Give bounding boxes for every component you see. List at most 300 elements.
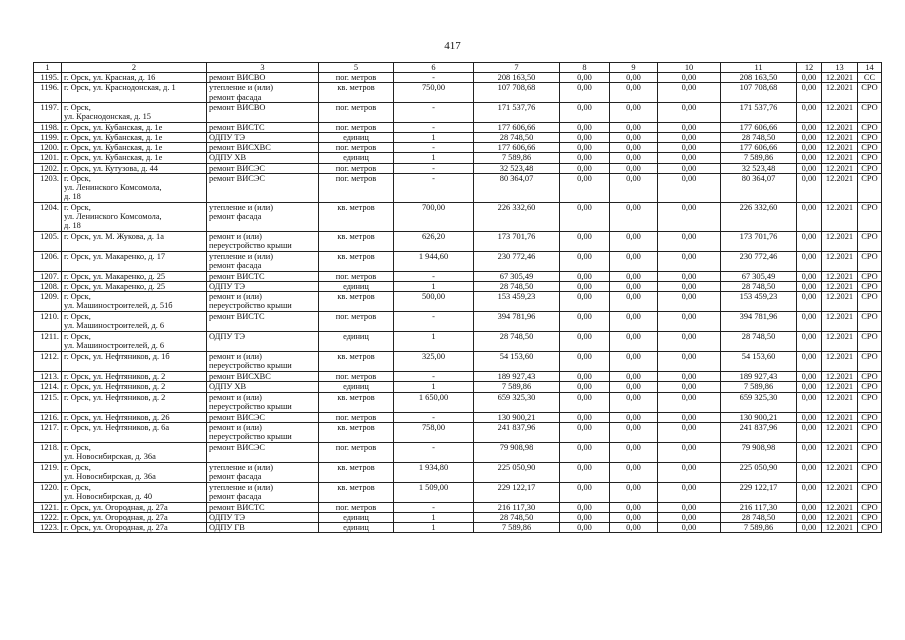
row-number-cell: 1197. <box>34 102 62 122</box>
table-row <box>34 372 882 382</box>
cost-cell: 0,00 <box>797 442 822 462</box>
cost-cell: 0,00 <box>610 163 658 173</box>
work-type-line: ОДПУ ТЭ <box>209 133 246 143</box>
cost-cell: 0,00 <box>797 122 822 132</box>
row-number-cell: 1198. <box>34 122 62 132</box>
work-type-cell <box>207 292 319 312</box>
address-line: д. 18 <box>64 192 81 202</box>
row-number-cell: 1201. <box>34 153 62 163</box>
volume-cell: - <box>394 412 474 422</box>
cost-cell: 0,00 <box>610 173 658 202</box>
total-cost-cell: 153 459,23 <box>474 292 560 312</box>
cost-cell: 0,00 <box>610 392 658 412</box>
address-cell <box>62 392 207 412</box>
volume-cell: - <box>394 312 474 332</box>
completion-date-cell: 12.2021 <box>822 292 858 312</box>
column-number: 9 <box>610 63 658 73</box>
total-cost-cell: 226 332,60 <box>474 202 560 231</box>
cost-cell: 0,00 <box>610 502 658 512</box>
total-cost-cell: 241 837,96 <box>474 422 560 442</box>
completion-date-cell: 12.2021 <box>822 73 858 83</box>
address-line: г. Орск, ул. Кубанская, д. 1е <box>64 153 163 163</box>
address-line: г. Орск, ул. Кубанская, д. 1е <box>64 143 163 153</box>
cost-cell: 0,00 <box>658 73 721 83</box>
cost-cell: 0,00 <box>560 122 610 132</box>
cost-cell: 0,00 <box>610 412 658 422</box>
work-type-line: ремонт ВИСТС <box>209 502 265 512</box>
address-cell <box>62 83 207 102</box>
cost-cell: 0,00 <box>658 312 721 332</box>
row-number-cell: 1202. <box>34 163 62 173</box>
cost-cell: 0,00 <box>658 202 721 231</box>
table-row <box>34 502 882 512</box>
cost-cell: 0,00 <box>610 482 658 502</box>
completion-date-cell: 12.2021 <box>822 312 858 332</box>
funding-source-cell: СРО <box>858 153 882 163</box>
address-cell <box>62 372 207 382</box>
total-cost-cell: 28 748,50 <box>474 282 560 292</box>
work-type-line: ремонт фасада <box>209 92 262 102</box>
address-line: г. Орск, <box>64 482 91 492</box>
unit-cell: единиц <box>319 523 394 533</box>
cost-cell: 0,00 <box>658 271 721 281</box>
fund-cost-cell: 216 117,30 <box>721 502 797 512</box>
work-type-cell <box>207 422 319 442</box>
completion-date-cell: 12.2021 <box>822 352 858 372</box>
completion-date-cell: 12.2021 <box>822 282 858 292</box>
volume-cell: 1 <box>394 523 474 533</box>
address-line: г. Орск, ул. Нефтяников, д. 2 <box>64 392 166 402</box>
cost-cell: 0,00 <box>560 163 610 173</box>
cost-cell: 0,00 <box>797 372 822 382</box>
funding-source-cell: СРО <box>858 312 882 332</box>
unit-cell: пог. метров <box>319 173 394 202</box>
table-row <box>34 271 882 281</box>
cost-cell: 0,00 <box>560 372 610 382</box>
fund-cost-cell: 225 050,90 <box>721 462 797 482</box>
unit-cell: единиц <box>319 513 394 523</box>
cost-cell: 0,00 <box>658 442 721 462</box>
work-type-line: ремонт ВИСВО <box>209 102 266 112</box>
row-number-cell: 1199. <box>34 133 62 143</box>
column-number: 6 <box>394 63 474 73</box>
unit-cell: пог. метров <box>319 442 394 462</box>
completion-date-cell: 12.2021 <box>822 271 858 281</box>
address-line: д. 18 <box>64 221 81 231</box>
volume-cell: - <box>394 372 474 382</box>
cost-cell: 0,00 <box>560 382 610 392</box>
fund-cost-cell: 189 927,43 <box>721 372 797 382</box>
work-type-cell <box>207 513 319 523</box>
address-cell <box>62 513 207 523</box>
unit-cell: единиц <box>319 382 394 392</box>
cost-cell: 0,00 <box>560 102 610 122</box>
cost-cell: 0,00 <box>560 462 610 482</box>
completion-date-cell: 12.2021 <box>822 372 858 382</box>
unit-cell: кв. метров <box>319 202 394 231</box>
cost-cell: 0,00 <box>658 153 721 163</box>
total-cost-cell: 7 589,86 <box>474 382 560 392</box>
cost-cell: 0,00 <box>658 502 721 512</box>
unit-cell: пог. метров <box>319 122 394 132</box>
table-row <box>34 73 882 83</box>
address-line: г. Орск, ул. Краснодонская, д. 1 <box>64 83 176 93</box>
cost-cell: 0,00 <box>560 332 610 352</box>
row-number-cell: 1207. <box>34 271 62 281</box>
address-line: г. Орск, <box>64 312 91 322</box>
unit-cell: пог. метров <box>319 502 394 512</box>
funding-source-cell: СС <box>858 73 882 83</box>
fund-cost-cell: 28 748,50 <box>721 332 797 352</box>
work-type-cell <box>207 282 319 292</box>
cost-cell: 0,00 <box>797 523 822 533</box>
address-cell <box>62 231 207 251</box>
cost-cell: 0,00 <box>658 332 721 352</box>
unit-cell: кв. метров <box>319 352 394 372</box>
cost-cell: 0,00 <box>797 173 822 202</box>
volume-cell: 1 <box>394 382 474 392</box>
cost-cell: 0,00 <box>797 73 822 83</box>
total-cost-cell: 79 908,98 <box>474 442 560 462</box>
work-type-cell <box>207 523 319 533</box>
work-type-line: ОДПУ ТЭ <box>209 513 246 523</box>
cost-cell: 0,00 <box>658 163 721 173</box>
total-cost-cell: 67 305,49 <box>474 271 560 281</box>
total-cost-cell: 177 606,66 <box>474 122 560 132</box>
completion-date-cell: 12.2021 <box>822 523 858 533</box>
volume-cell: 758,00 <box>394 422 474 442</box>
cost-cell: 0,00 <box>560 202 610 231</box>
cost-cell: 0,00 <box>560 83 610 102</box>
row-number-cell: 1217. <box>34 422 62 442</box>
address-cell <box>62 502 207 512</box>
cost-cell: 0,00 <box>610 251 658 271</box>
address-line: ул. Краснодонская, д. 15 <box>64 112 151 122</box>
cost-cell: 0,00 <box>658 292 721 312</box>
cost-cell: 0,00 <box>610 312 658 332</box>
work-type-cell <box>207 392 319 412</box>
completion-date-cell: 12.2021 <box>822 202 858 231</box>
row-number-cell: 1214. <box>34 382 62 392</box>
volume-cell: 1 934,80 <box>394 462 474 482</box>
total-cost-cell: 177 606,66 <box>474 143 560 153</box>
unit-cell: кв. метров <box>319 231 394 251</box>
address-line: г. Орск, ул. Макаренко, д. 25 <box>64 271 166 281</box>
column-number: 10 <box>658 63 721 73</box>
volume-cell: - <box>394 102 474 122</box>
volume-cell: - <box>394 122 474 132</box>
cost-cell: 0,00 <box>610 73 658 83</box>
fund-cost-cell: 28 748,50 <box>721 282 797 292</box>
cost-cell: 0,00 <box>658 282 721 292</box>
volume-cell: - <box>394 73 474 83</box>
total-cost-cell: 229 122,17 <box>474 482 560 502</box>
address-line: г. Орск, ул. Кутузова, д. 44 <box>64 163 158 173</box>
cost-cell: 0,00 <box>797 352 822 372</box>
fund-cost-cell: 226 332,60 <box>721 202 797 231</box>
address-line: ул. Ленинского Комсомола, <box>64 183 162 193</box>
row-number-cell: 1195. <box>34 73 62 83</box>
fund-cost-cell: 54 153,60 <box>721 352 797 372</box>
fund-cost-cell: 28 748,50 <box>721 133 797 143</box>
cost-cell: 0,00 <box>560 143 610 153</box>
row-number-cell: 1208. <box>34 282 62 292</box>
address-cell <box>62 462 207 482</box>
completion-date-cell: 12.2021 <box>822 231 858 251</box>
cost-cell: 0,00 <box>658 83 721 102</box>
work-type-cell <box>207 382 319 392</box>
cost-cell: 0,00 <box>797 163 822 173</box>
volume-cell: - <box>394 442 474 462</box>
address-line: г. Орск, <box>64 173 91 183</box>
funding-source-cell: СРО <box>858 482 882 502</box>
address-cell <box>62 102 207 122</box>
total-cost-cell: 216 117,30 <box>474 502 560 512</box>
address-line: г. Орск, ул. Огородная, д. 27а <box>64 502 168 512</box>
volume-cell: 1 <box>394 513 474 523</box>
address-line: г. Орск, ул. Кубанская, д. 1е <box>64 133 163 143</box>
address-cell <box>62 282 207 292</box>
row-number-cell: 1223. <box>34 523 62 533</box>
unit-cell: пог. метров <box>319 372 394 382</box>
cost-cell: 0,00 <box>610 282 658 292</box>
cost-cell: 0,00 <box>797 502 822 512</box>
row-number-cell: 1206. <box>34 251 62 271</box>
volume-cell: 1 944,60 <box>394 251 474 271</box>
address-cell <box>62 332 207 352</box>
total-cost-cell: 80 364,07 <box>474 173 560 202</box>
total-cost-cell: 7 589,86 <box>474 523 560 533</box>
table-row <box>34 352 882 372</box>
work-type-line: ОДПУ ТЭ <box>209 282 246 292</box>
row-number-cell: 1200. <box>34 143 62 153</box>
address-line: г. Орск, <box>64 462 91 472</box>
funding-source-cell: СРО <box>858 462 882 482</box>
unit-cell: единиц <box>319 153 394 163</box>
row-number-cell: 1222. <box>34 513 62 523</box>
cost-cell: 0,00 <box>610 442 658 462</box>
cost-cell: 0,00 <box>560 442 610 462</box>
cost-cell: 0,00 <box>658 133 721 143</box>
work-type-cell <box>207 271 319 281</box>
work-type-line: ремонт ВИСХВС <box>209 372 271 382</box>
row-number-cell: 1209. <box>34 292 62 312</box>
work-type-line: ремонт ВИСХВС <box>209 143 271 153</box>
completion-date-cell: 12.2021 <box>822 482 858 502</box>
cost-cell: 0,00 <box>797 251 822 271</box>
cost-cell: 0,00 <box>560 153 610 163</box>
cost-cell: 0,00 <box>610 102 658 122</box>
unit-cell: кв. метров <box>319 292 394 312</box>
fund-cost-cell: 394 781,96 <box>721 312 797 332</box>
cost-cell: 0,00 <box>610 231 658 251</box>
completion-date-cell: 12.2021 <box>822 102 858 122</box>
funding-source-cell: СРО <box>858 292 882 312</box>
fund-cost-cell: 177 606,66 <box>721 122 797 132</box>
work-type-line: утепление и (или) <box>209 462 274 472</box>
table-row <box>34 153 882 163</box>
table-row <box>34 231 882 251</box>
total-cost-cell: 189 927,43 <box>474 372 560 382</box>
completion-date-cell: 12.2021 <box>822 83 858 102</box>
completion-date-cell: 12.2021 <box>822 163 858 173</box>
column-number: 7 <box>474 63 560 73</box>
volume-cell: 1 <box>394 332 474 352</box>
work-type-line: утепление и (или) <box>209 83 274 93</box>
fund-cost-cell: 7 589,86 <box>721 153 797 163</box>
cost-cell: 0,00 <box>610 462 658 482</box>
fund-cost-cell: 107 708,68 <box>721 83 797 102</box>
completion-date-cell: 12.2021 <box>822 462 858 482</box>
cost-cell: 0,00 <box>560 292 610 312</box>
volume-cell: - <box>394 143 474 153</box>
work-type-line: утепление и (или) <box>209 482 274 492</box>
work-type-line: ремонт фасада <box>209 212 262 222</box>
work-type-cell <box>207 102 319 122</box>
cost-cell: 0,00 <box>658 392 721 412</box>
work-type-cell <box>207 73 319 83</box>
completion-date-cell: 12.2021 <box>822 382 858 392</box>
funding-source-cell: СРО <box>858 513 882 523</box>
unit-cell: кв. метров <box>319 422 394 442</box>
fund-cost-cell: 7 589,86 <box>721 382 797 392</box>
work-type-line: ремонт фасада <box>209 472 262 482</box>
table-row <box>34 513 882 523</box>
table-row <box>34 422 882 442</box>
cost-cell: 0,00 <box>797 271 822 281</box>
cost-cell: 0,00 <box>560 133 610 143</box>
unit-cell: кв. метров <box>319 482 394 502</box>
unit-cell: единиц <box>319 133 394 143</box>
work-type-cell <box>207 372 319 382</box>
address-cell <box>62 251 207 271</box>
fund-cost-cell: 153 459,23 <box>721 292 797 312</box>
cost-cell: 0,00 <box>658 102 721 122</box>
row-number-cell: 1203. <box>34 173 62 202</box>
address-cell <box>62 442 207 462</box>
address-line: ул. Машиностроителей, д. 6 <box>64 321 165 331</box>
funding-source-cell: СРО <box>858 502 882 512</box>
cost-cell: 0,00 <box>610 513 658 523</box>
address-cell <box>62 352 207 372</box>
address-cell <box>62 382 207 392</box>
funding-source-cell: СРО <box>858 122 882 132</box>
cost-cell: 0,00 <box>658 122 721 132</box>
work-type-line: переустройство крыши <box>209 361 292 371</box>
address-cell <box>62 163 207 173</box>
address-cell <box>62 202 207 231</box>
cost-cell: 0,00 <box>560 312 610 332</box>
cost-cell: 0,00 <box>658 231 721 251</box>
funding-source-cell: СРО <box>858 372 882 382</box>
address-cell <box>62 133 207 143</box>
work-type-cell <box>207 202 319 231</box>
table-row <box>34 173 882 202</box>
volume-cell: 1 650,00 <box>394 392 474 412</box>
address-cell <box>62 292 207 312</box>
cost-cell: 0,00 <box>797 153 822 163</box>
column-number: 5 <box>319 63 394 73</box>
cost-cell: 0,00 <box>797 83 822 102</box>
address-line: ул. Машиностроителей, д. 6 <box>64 341 165 351</box>
work-type-cell <box>207 352 319 372</box>
work-type-line: переустройство крыши <box>209 401 292 411</box>
work-type-cell <box>207 173 319 202</box>
table-row <box>34 462 882 482</box>
column-number: 12 <box>797 63 822 73</box>
work-type-line: ОДПУ ГВ <box>209 523 245 533</box>
row-number-cell: 1215. <box>34 392 62 412</box>
address-line: ул. Новосибирская, д. 36а <box>64 452 156 462</box>
volume-cell: 626,20 <box>394 231 474 251</box>
table-row <box>34 332 882 352</box>
cost-cell: 0,00 <box>797 422 822 442</box>
address-cell <box>62 412 207 422</box>
address-line: г. Орск, ул. Нефтяников, д. 2 <box>64 382 166 392</box>
address-line: г. Орск, ул. Макаренко, д. 25 <box>64 282 166 292</box>
funding-source-cell: СРО <box>858 352 882 372</box>
row-number-cell: 1220. <box>34 482 62 502</box>
register-table <box>33 62 882 533</box>
cost-cell: 0,00 <box>560 422 610 442</box>
total-cost-cell: 7 589,86 <box>474 153 560 163</box>
cost-cell: 0,00 <box>797 292 822 312</box>
cost-cell: 0,00 <box>658 482 721 502</box>
row-number-cell: 1211. <box>34 332 62 352</box>
cost-cell: 0,00 <box>797 231 822 251</box>
table-row <box>34 282 882 292</box>
work-type-line: ОДПУ ТЭ <box>209 332 246 342</box>
funding-source-cell: СРО <box>858 332 882 352</box>
completion-date-cell: 12.2021 <box>822 422 858 442</box>
cost-cell: 0,00 <box>797 482 822 502</box>
unit-cell: кв. метров <box>319 462 394 482</box>
address-cell <box>62 122 207 132</box>
cost-cell: 0,00 <box>658 382 721 392</box>
column-number-row <box>34 63 882 73</box>
work-type-cell <box>207 163 319 173</box>
work-type-line: ремонт ВИСТС <box>209 122 265 132</box>
cost-cell: 0,00 <box>560 412 610 422</box>
fund-cost-cell: 80 364,07 <box>721 173 797 202</box>
address-cell <box>62 173 207 202</box>
work-type-cell <box>207 143 319 153</box>
work-type-line: ремонт и (или) <box>209 352 262 362</box>
completion-date-cell: 12.2021 <box>822 153 858 163</box>
cost-cell: 0,00 <box>797 392 822 412</box>
fund-cost-cell: 659 325,30 <box>721 392 797 412</box>
funding-source-cell: СРО <box>858 143 882 153</box>
row-number-cell: 1205. <box>34 231 62 251</box>
work-type-line: ремонт ВИСЭС <box>209 163 265 173</box>
address-line: ул. Ленинского Комсомола, <box>64 212 162 222</box>
unit-cell: кв. метров <box>319 83 394 102</box>
volume-cell: 1 <box>394 133 474 143</box>
address-line: г. Орск, <box>64 442 91 452</box>
address-line: г. Орск, ул. Огородная, д. 27а <box>64 513 168 523</box>
cost-cell: 0,00 <box>610 292 658 312</box>
table-row <box>34 312 882 332</box>
work-type-cell <box>207 251 319 271</box>
table-row <box>34 442 882 462</box>
cost-cell: 0,00 <box>610 143 658 153</box>
total-cost-cell: 394 781,96 <box>474 312 560 332</box>
volume-cell: 500,00 <box>394 292 474 312</box>
fund-cost-cell: 7 589,86 <box>721 523 797 533</box>
cost-cell: 0,00 <box>797 382 822 392</box>
cost-cell: 0,00 <box>658 372 721 382</box>
address-line: ул. Машиностроителей, д. 51б <box>64 301 173 311</box>
